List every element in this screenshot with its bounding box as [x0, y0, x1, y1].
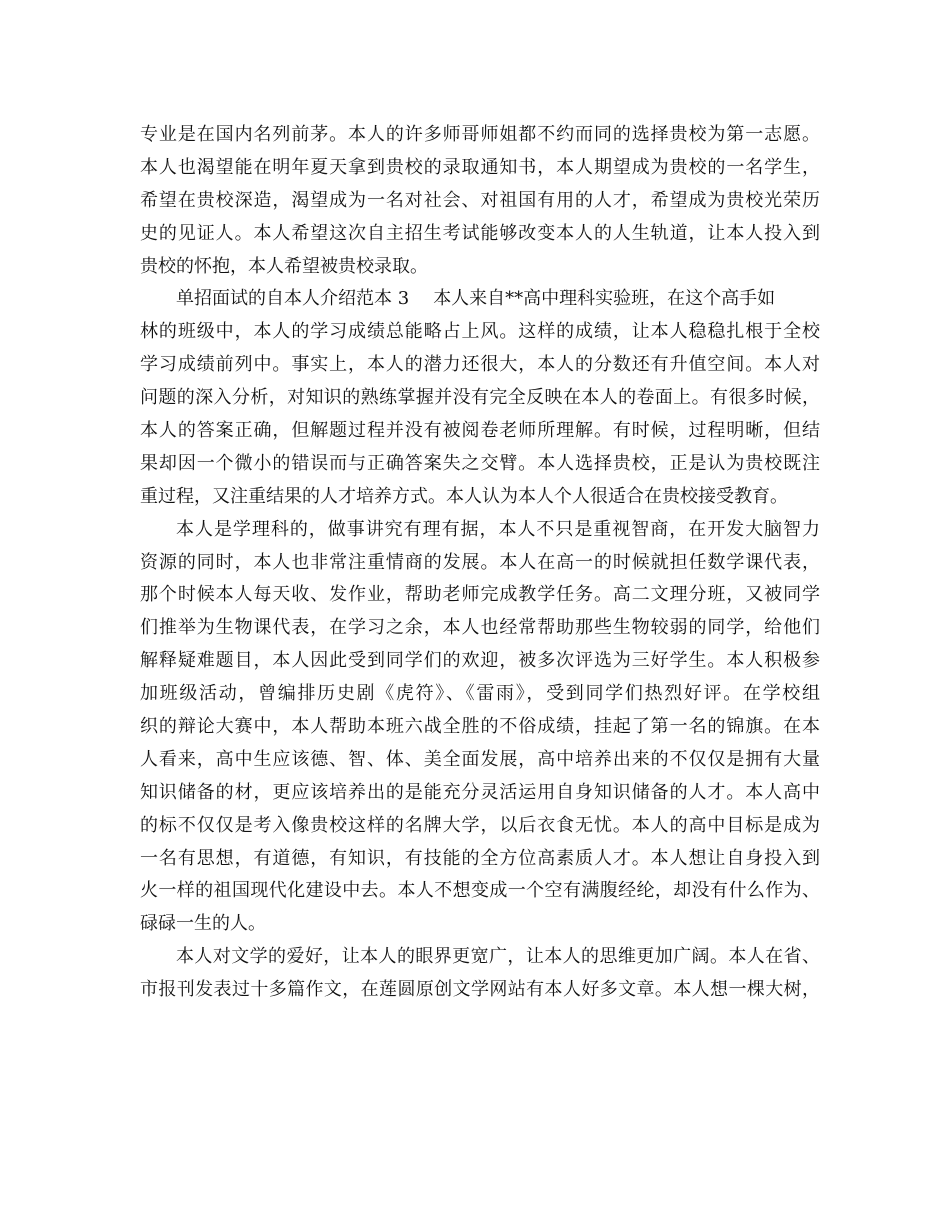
section-heading: 单招面试的自本人介绍范本 3 — [176, 288, 410, 310]
text-line: 碌碌一生的人。 — [140, 913, 266, 935]
document-body — [140, 119, 820, 1007]
text-line: 希望在贵校深造，渴望成为一名对社会、对祖国有用的人才，希望成为贵校光荣历 — [140, 189, 820, 211]
text-line: 本人的答案正确，但解题过程并没有被阅卷老师所理解。有时候，过程明晰，但结 — [140, 420, 820, 442]
text-line: 那个时候本人每天收、发作业，帮助老师完成教学任务。高二文理分班，又被同学 — [140, 584, 820, 606]
text-line: 本人对文学的爱好，让本人的眼界更宽广，让本人的思维更加广阔。本人在省、 — [176, 946, 820, 968]
text-line: 问题的深入分析，对知识的熟练掌握并没有完全反映在本人的卷面上。有很多时候， — [140, 387, 820, 409]
text-line: 果却因一个微小的错误而与正确答案失之交臂。本人选择贵校，正是认为贵校既注 — [140, 452, 820, 474]
text-line: 本人来自**高中理科实验班，在这个高手如 — [433, 288, 776, 310]
text-line: 知识储备的材，更应该培养出的是能充分灵活运用自身知识储备的人才。本人高中 — [140, 781, 820, 803]
text-line: 林的班级中，本人的学习成绩总能略占上风。这样的成绩，让本人稳稳扎根于全校 — [140, 321, 820, 343]
text-line: 人看来，高中生应该德、智、体、美全面发展，高中培养出来的不仅仅是拥有大量 — [140, 748, 820, 770]
text-line: 资源的同时，本人也非常注重情商的发展。本人在高一的时候就担任数学课代表， — [140, 551, 820, 573]
text-line: 本人是学理科的，做事讲究有理有据，本人不只是重视智商，在开发大脑智力 — [176, 518, 820, 540]
text-line: 加班级活动，曾编排历史剧《虎符》、《雷雨》，受到同学们热烈好评。在学校组 — [140, 683, 820, 705]
text-line: 们推举为生物课代表，在学习之余，本人也经常帮助那些生物较弱的同学，给他们 — [140, 617, 820, 639]
text-line: 贵校的怀抱，本人希望被贵校录取。 — [140, 255, 428, 277]
text-line: 解释疑难题目，本人因此受到同学们的欢迎，被多次评选为三好学生。本人积极参 — [140, 650, 820, 672]
text-line: 织的辩论大赛中，本人帮助本班六战全胜的不俗成绩，挂起了第一名的锦旗。在本 — [140, 716, 820, 738]
text-line: 专业是在国内名列前茅。本人的许多师哥师姐都不约而同的选择贵校为第一志愿。 — [140, 124, 820, 145]
text-line: 学习成绩前列中。事实上，本人的潜力还很大，本人的分数还有升值空间。本人对 — [140, 354, 820, 376]
text-line: 火一样的祖国现代化建设中去。本人不想变成一个空有满腹经纶，却没有什么作为、 — [140, 880, 820, 902]
text-line: 重过程，又注重结果的人才培养方式。本人认为本人个人很适合在贵校接受教育。 — [140, 485, 788, 507]
text-line: 本人也渴望能在明年夏天拿到贵校的录取通知书，本人期望成为贵校的一名学生， — [140, 156, 820, 178]
text-line: 的标不仅仅是考入像贵校这样的名牌大学，以后衣食无忧。本人的高中目标是成为 — [140, 814, 820, 836]
text-line: 一名有思想，有道德，有知识，有技能的全方位高素质人才。本人想让自身投入到 — [140, 847, 820, 869]
text-line: 市报刊发表过十多篇作文，在莲圆原创文学网站有本人好多文章。本人想一棵大树， — [140, 979, 820, 1001]
text-line: 史的见证人。本人希望这次自主招生考试能够改变本人的人生轨道，让本人投入到 — [140, 222, 820, 244]
heading-line — [140, 283, 820, 316]
